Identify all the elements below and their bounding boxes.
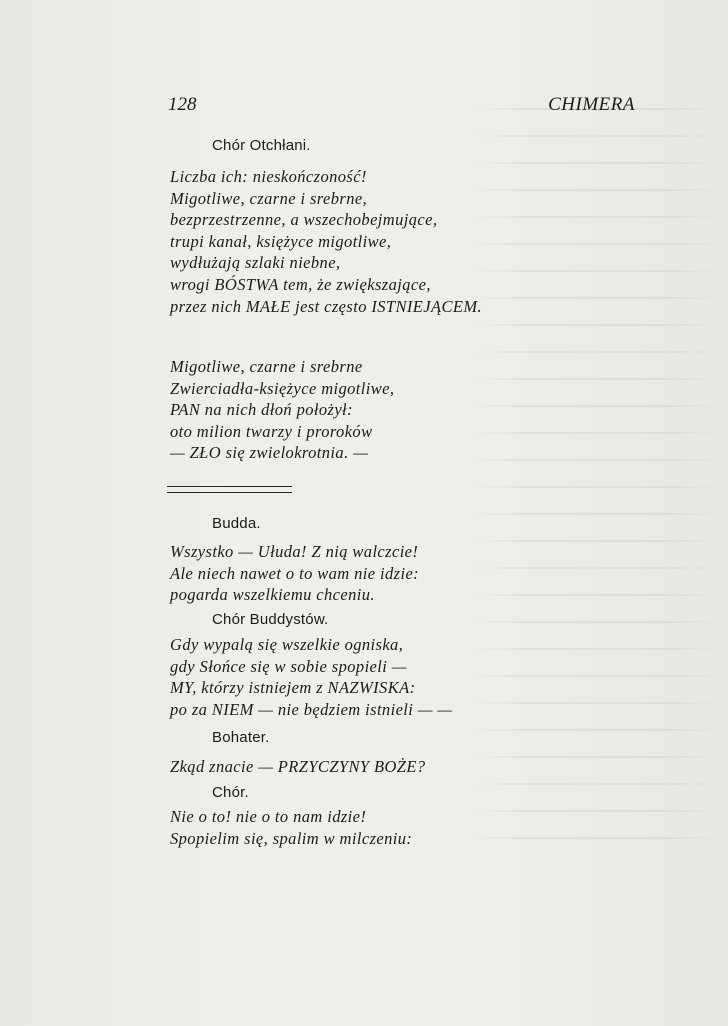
verse-line: pogarda wszelkiemu chceniu.: [170, 585, 375, 605]
verse-line: Migotliwe, czarne i srebrne: [170, 357, 363, 376]
running-title: CHIMERA: [548, 94, 635, 115]
stanza-otchlani-2: [170, 356, 394, 464]
verse-line: po za NIEM — nie będziem istnieli — —: [170, 699, 453, 719]
speaker-chor-buddystow: Chór Buddystów.: [212, 611, 329, 628]
verse-line: PAN na nich dłoń położył:: [170, 400, 353, 420]
stanza-chor: [170, 806, 412, 849]
bleed-through-text: [470, 90, 720, 850]
verse-line: Zwierciadła-księżyce migotliwe,: [170, 378, 395, 398]
verse-line: gdy Słońce się w sobie spopieli —: [170, 656, 407, 676]
verse-line: przez nich MAŁE jest często ISTNIEJĄCEM.: [170, 296, 483, 316]
verse-line: trupi kanał, księżyce migotliwe,: [170, 231, 392, 251]
verse-line: Spopielim się, spalim w milczeniu:: [170, 828, 413, 848]
page-header: [168, 94, 635, 124]
speaker-budda: Budda.: [212, 515, 261, 532]
stanza-buddystow: [170, 634, 452, 720]
verse-line: bezprzestrzenne, a wszechobejmujące,: [170, 210, 438, 230]
stanza-otchlani-1: [170, 166, 482, 317]
section-divider-rule: [167, 486, 292, 493]
verse-line: Migotliwe, czarne i srebrne,: [170, 188, 368, 208]
verse-line: Liczba ich: nieskończoność!: [170, 167, 367, 186]
stanza-budda: [170, 541, 419, 606]
stanza-bohater: [170, 756, 425, 778]
verse-line: — ZŁO się zwielokrotnia. —: [170, 443, 369, 463]
page-number: 128: [168, 94, 197, 115]
verse-line: wydłużają szlaki niebne,: [170, 253, 341, 273]
speaker-chor-otchlani: Chór Otchłani.: [212, 137, 311, 154]
verse-line: MY, którzy istniejem z NAZWISKA:: [170, 678, 416, 698]
verse-line: Nie o to! nie o to nam idzie!: [170, 807, 367, 826]
verse-line: Wszystko — Ułuda! Z nią walczcie!: [170, 542, 419, 561]
speaker-chor: Chór.: [212, 784, 249, 801]
verse-line: Ale niech nawet o to wam nie idzie:: [170, 563, 420, 583]
verse-line: Gdy wypalą się wszelkie ogniska,: [170, 635, 404, 654]
verse-line: Zkąd znacie — PRZYCZYNY BOŻE?: [170, 757, 426, 776]
speaker-bohater: Bohater.: [212, 729, 270, 746]
verse-line: wrogi BÓSTWA tem, że zwiększające,: [170, 274, 431, 294]
verse-line: oto milion twarzy i proroków: [170, 421, 373, 441]
